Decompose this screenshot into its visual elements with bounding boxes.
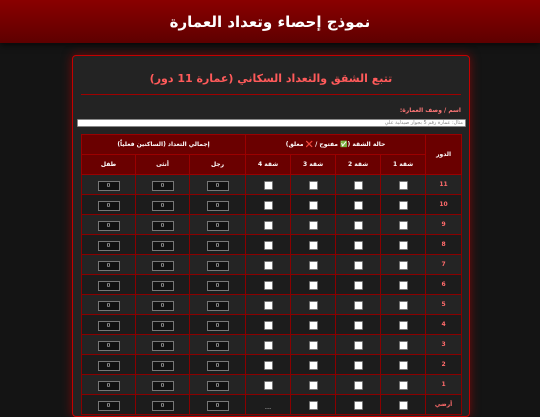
floor-label: 3 <box>426 335 462 355</box>
apartment-1-status-checkbox-floor-7[interactable] <box>399 261 408 270</box>
count-cell <box>136 255 190 275</box>
women-count-input[interactable]: 0 <box>152 381 174 391</box>
apartment-1-status-checkbox-floor-ground[interactable] <box>399 401 408 410</box>
table-row <box>82 175 462 195</box>
apartment-2-header: شقة 2 <box>336 155 381 175</box>
count-cell <box>136 215 190 235</box>
status-cell <box>336 355 381 375</box>
table-row <box>82 315 462 335</box>
apartment-3-status-checkbox-floor-11[interactable] <box>309 181 318 190</box>
apartment-4-status-checkbox-floor-3[interactable] <box>264 341 273 350</box>
children-count-input[interactable]: 0 <box>98 241 120 251</box>
table-row <box>82 255 462 275</box>
count-cell <box>82 295 136 315</box>
floor-label: 1 <box>426 375 462 395</box>
count-cell <box>82 195 136 215</box>
status-cell <box>336 315 381 335</box>
apartment-2-status-checkbox-floor-5[interactable] <box>354 301 363 310</box>
men-count-input[interactable]: 0 <box>207 361 229 371</box>
count-cell <box>82 275 136 295</box>
count-cell <box>136 295 190 315</box>
women-count-input[interactable]: 0 <box>152 301 174 311</box>
women-count-input[interactable]: 0 <box>152 201 174 211</box>
status-cell <box>381 295 426 315</box>
count-cell <box>190 375 246 395</box>
table-row <box>82 275 462 295</box>
floor-label: أرضي <box>426 395 462 415</box>
status-cell <box>291 275 336 295</box>
count-cell <box>136 275 190 295</box>
apartment-4-status-checkbox-floor-6[interactable] <box>264 281 273 290</box>
status-cell <box>381 175 426 195</box>
status-cell <box>381 315 426 335</box>
count-cell <box>136 235 190 255</box>
apartment-3-status-checkbox-floor-3[interactable] <box>309 341 318 350</box>
floor-label: 7 <box>426 255 462 275</box>
apartment-4-status-checkbox-floor-8[interactable] <box>264 241 273 250</box>
children-count-input[interactable]: 0 <box>98 281 120 291</box>
women-count-input[interactable]: 0 <box>152 221 174 231</box>
apartment-1-header: شقة 1 <box>381 155 426 175</box>
women-header: أنثى <box>136 155 190 175</box>
apartment-1-status-checkbox-floor-1[interactable] <box>399 381 408 390</box>
women-count-input[interactable]: 0 <box>152 261 174 271</box>
men-count-input[interactable]: 0 <box>207 181 229 191</box>
apartment-3-status-checkbox-floor-5[interactable] <box>309 301 318 310</box>
men-count-input[interactable]: 0 <box>207 221 229 231</box>
population-header: إجمالي التعداد (الساكنين فعلياً) <box>82 135 246 155</box>
apartment-2-status-checkbox-floor-2[interactable] <box>354 361 363 370</box>
title-divider <box>81 94 461 95</box>
count-cell <box>82 175 136 195</box>
children-count-input[interactable]: 0 <box>98 261 120 271</box>
status-cell <box>246 175 291 195</box>
children-count-input[interactable]: 0 <box>98 181 120 191</box>
census-card <box>72 55 470 417</box>
status-cell <box>336 295 381 315</box>
women-count-input[interactable]: 0 <box>152 241 174 251</box>
women-count-input[interactable]: 0 <box>152 181 174 191</box>
apartment-4-status-checkbox-floor-7[interactable] <box>264 261 273 270</box>
men-count-input[interactable]: 0 <box>207 301 229 311</box>
status-cell <box>246 315 291 335</box>
floor-label: 4 <box>426 315 462 335</box>
children-header: طفل <box>82 155 136 175</box>
status-cell <box>291 295 336 315</box>
status-cell <box>246 235 291 255</box>
status-cell <box>246 335 291 355</box>
count-cell <box>82 315 136 335</box>
status-cell <box>381 335 426 355</box>
status-cell <box>381 215 426 235</box>
status-cell <box>381 235 426 255</box>
children-count-input[interactable]: 0 <box>98 321 120 331</box>
status-cell <box>291 175 336 195</box>
apartment-2-status-checkbox-floor-1[interactable] <box>354 381 363 390</box>
floor-header: الدور <box>426 135 462 175</box>
table-row <box>82 355 462 375</box>
floor-label: 8 <box>426 235 462 255</box>
men-header: رجل <box>190 155 246 175</box>
apartment-3-status-checkbox-floor-7[interactable] <box>309 261 318 270</box>
apartment-1-status-checkbox-floor-2[interactable] <box>399 361 408 370</box>
status-cell <box>246 255 291 275</box>
status-cell <box>336 335 381 355</box>
apartment-2-status-checkbox-floor-8[interactable] <box>354 241 363 250</box>
count-cell <box>190 295 246 315</box>
apartment-2-status-checkbox-floor-11[interactable] <box>354 181 363 190</box>
count-cell <box>190 315 246 335</box>
apartment-4-status-checkbox-floor-5[interactable] <box>264 301 273 310</box>
status-cell <box>336 375 381 395</box>
count-cell <box>136 315 190 335</box>
apartment-2-status-checkbox-floor-7[interactable] <box>354 261 363 270</box>
status-cell <box>291 215 336 235</box>
count-cell <box>136 335 190 355</box>
floor-label: 6 <box>426 275 462 295</box>
status-cell <box>336 195 381 215</box>
table-row <box>82 195 462 215</box>
count-cell <box>190 215 246 235</box>
men-count-input[interactable]: 0 <box>207 341 229 351</box>
status-cell <box>291 375 336 395</box>
status-cell <box>336 275 381 295</box>
count-cell <box>190 255 246 275</box>
men-count-input[interactable]: 0 <box>207 401 229 411</box>
count-cell <box>190 235 246 255</box>
status-cell <box>246 355 291 375</box>
men-count-input[interactable]: 0 <box>207 381 229 391</box>
count-cell <box>190 175 246 195</box>
women-count-input[interactable]: 0 <box>152 361 174 371</box>
apartment-1-status-checkbox-floor-6[interactable] <box>399 281 408 290</box>
table-row <box>82 295 462 315</box>
status-cell <box>291 195 336 215</box>
apartment-2-status-checkbox-floor-6[interactable] <box>354 281 363 290</box>
apartment-4-status-checkbox-floor-1[interactable] <box>264 381 273 390</box>
floor-label: 11 <box>426 175 462 195</box>
count-cell <box>82 215 136 235</box>
apartment-2-status-checkbox-floor-4[interactable] <box>354 321 363 330</box>
apartment-1-status-checkbox-floor-9[interactable] <box>399 221 408 230</box>
apartment-1-status-checkbox-floor-4[interactable] <box>399 321 408 330</box>
apartment-4-status-checkbox-floor-4[interactable] <box>264 321 273 330</box>
status-cell <box>246 215 291 235</box>
count-cell <box>190 355 246 375</box>
floor-label: 10 <box>426 195 462 215</box>
apartment-4-status-checkbox-floor-11[interactable] <box>264 181 273 190</box>
status-cell <box>381 195 426 215</box>
apartment-2-status-checkbox-floor-10[interactable] <box>354 201 363 210</box>
status-cell <box>381 355 426 375</box>
apartment-1-status-checkbox-floor-10[interactable] <box>399 201 408 210</box>
women-count-input[interactable]: 0 <box>152 341 174 351</box>
status-cell <box>336 235 381 255</box>
men-count-input[interactable]: 0 <box>207 201 229 211</box>
count-cell <box>136 375 190 395</box>
status-cell <box>381 375 426 395</box>
status-cell <box>291 255 336 275</box>
app-header <box>0 0 540 43</box>
card-title: تتبع الشقق والتعداد السكاني (عمارة 11 دور) <box>149 72 393 85</box>
children-count-input[interactable]: 0 <box>98 401 120 411</box>
apartment-3-status-checkbox-floor-4[interactable] <box>309 321 318 330</box>
status-cell <box>336 255 381 275</box>
apartment-4-status-checkbox-floor-10[interactable] <box>264 201 273 210</box>
status-cell <box>291 335 336 355</box>
apartment-1-status-checkbox-floor-11[interactable] <box>399 181 408 190</box>
men-count-input[interactable]: 0 <box>207 261 229 271</box>
floor-label: 9 <box>426 215 462 235</box>
apartment-1-status-checkbox-floor-8[interactable] <box>399 241 408 250</box>
children-count-input[interactable]: 0 <box>98 201 120 211</box>
building-name-input[interactable] <box>77 119 466 127</box>
count-cell <box>190 275 246 295</box>
apartment-2-status-checkbox-floor-9[interactable] <box>354 221 363 230</box>
table-row <box>82 215 462 235</box>
status-cell <box>291 235 336 255</box>
status-cell <box>336 215 381 235</box>
status-cell <box>336 175 381 195</box>
count-cell <box>136 355 190 375</box>
women-count-input[interactable]: 0 <box>152 321 174 331</box>
page-title: نموذج إحصاء وتعداد العمارة <box>169 12 371 31</box>
status-cell <box>246 195 291 215</box>
floor-label: 5 <box>426 295 462 315</box>
status-cell <box>291 315 336 335</box>
apartment-3-status-checkbox-floor-2[interactable] <box>309 361 318 370</box>
status-cell <box>246 295 291 315</box>
apartment-2-status-checkbox-floor-ground[interactable] <box>354 401 363 410</box>
apartment-3-status-checkbox-floor-8[interactable] <box>309 241 318 250</box>
apartment-4-status-checkbox-floor-9[interactable] <box>264 221 273 230</box>
apartment-3-status-checkbox-floor-9[interactable] <box>309 221 318 230</box>
unavailable-dash: --- <box>264 405 272 412</box>
men-count-input[interactable]: 0 <box>207 321 229 331</box>
status-cell <box>381 275 426 295</box>
table-row <box>82 375 462 395</box>
status-header: حالة الشقة (✅ مفتوح / ❌ مغلق) <box>246 135 426 155</box>
count-cell <box>82 375 136 395</box>
status-cell <box>246 375 291 395</box>
apartment-3-status-checkbox-floor-ground[interactable] <box>309 401 318 410</box>
status-cell <box>381 255 426 275</box>
men-count-input[interactable]: 0 <box>207 281 229 291</box>
children-count-input[interactable]: 0 <box>98 341 120 351</box>
men-count-input[interactable]: 0 <box>207 241 229 251</box>
apartment-1-status-checkbox-floor-3[interactable] <box>399 341 408 350</box>
building-name-label: اسم / وصف العمارة: <box>399 107 461 114</box>
apartment-3-status-checkbox-floor-6[interactable] <box>309 281 318 290</box>
table-row <box>82 235 462 255</box>
children-count-input[interactable]: 0 <box>98 381 120 391</box>
women-count-input[interactable]: 0 <box>152 281 174 291</box>
table-row <box>82 335 462 355</box>
count-cell <box>82 355 136 375</box>
count-cell <box>136 175 190 195</box>
children-count-input[interactable]: 0 <box>98 361 120 371</box>
apartment-2-status-checkbox-floor-3[interactable] <box>354 341 363 350</box>
apartment-4-header: شقة 4 <box>246 155 291 175</box>
count-cell <box>190 335 246 355</box>
count-cell <box>190 195 246 215</box>
status-cell <box>246 275 291 295</box>
apartment-3-header: شقة 3 <box>291 155 336 175</box>
apartment-4-status-checkbox-floor-2[interactable] <box>264 361 273 370</box>
count-cell <box>136 195 190 215</box>
apartment-3-status-checkbox-floor-10[interactable] <box>309 201 318 210</box>
count-cell <box>82 335 136 355</box>
count-cell <box>82 255 136 275</box>
status-cell <box>291 355 336 375</box>
census-table <box>81 134 462 415</box>
apartment-1-status-checkbox-floor-5[interactable] <box>399 301 408 310</box>
apartment-3-status-checkbox-floor-1[interactable] <box>309 381 318 390</box>
women-count-input[interactable]: 0 <box>152 401 174 411</box>
floor-label: 2 <box>426 355 462 375</box>
children-count-input[interactable]: 0 <box>98 221 120 231</box>
children-count-input[interactable]: 0 <box>98 301 120 311</box>
count-cell <box>82 235 136 255</box>
